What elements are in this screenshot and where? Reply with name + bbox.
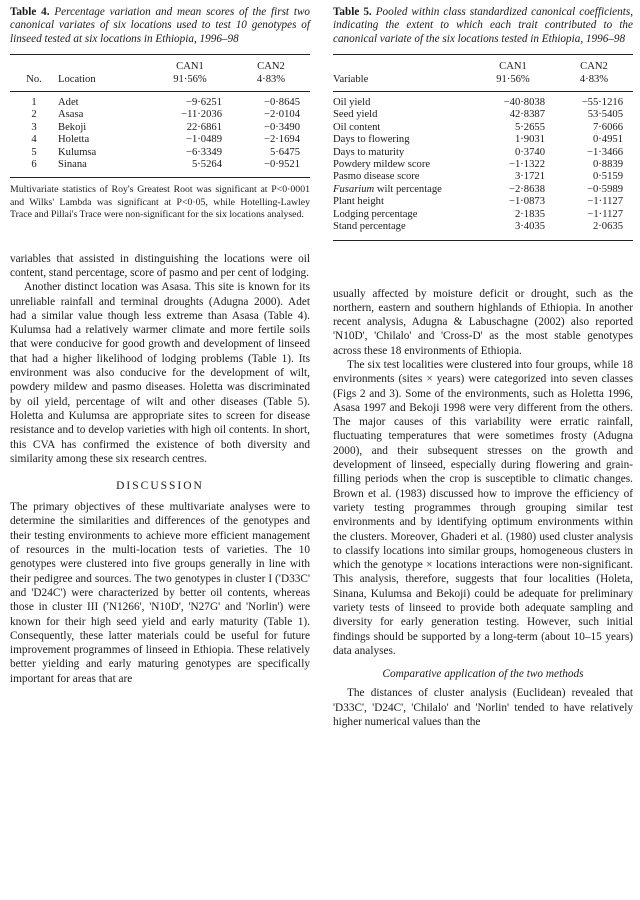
table4-row — [10, 97, 310, 109]
table4-cell-no: 4 — [31, 134, 37, 146]
table5-header-variable: Variable — [333, 73, 369, 85]
table5-cell-can1: 2·1835 — [514, 208, 545, 220]
table5-row — [333, 221, 633, 233]
table4-label: Table 4. — [10, 6, 50, 18]
table5-row — [333, 196, 633, 208]
table4-cell-can1: −1·0489 — [186, 134, 222, 146]
left-paragraph-2: Another distinct location was Asasa. This site is known for its unreliable rainfall and terminal droughts (Adugna 2000). Adet had a similar value though less extreme than Asasa (Table 4). Kulumsa had a relatively warmer climate and more fertile soils that were conducive for good growth and development of linseed that had a higher likelihood of lodging problems (Table 1). Its environment was also conducive for the development of wilt, powdery mildew and pasmo diseases. Holetta was discriminated by oil yield, percentage of wilt and other diseases (Table 5). Holetta and Kulumsa are appropriate sites to screen for disease resistance and to develop varieties with high oil contents. In short, this CVA has confirmed the existence of both diversity and similarity among these six research centres. — [10, 281, 310, 465]
table5-row — [333, 184, 633, 196]
table5-cell-can1: 0·3740 — [514, 146, 545, 158]
table4-cell-can2: 5·6475 — [269, 146, 300, 158]
table5-grid — [333, 61, 633, 86]
table5-cell-can2: 0·8839 — [592, 159, 623, 171]
table4-cell-location: Adet — [58, 97, 79, 109]
table4-cell-no: 5 — [31, 146, 37, 158]
table4-row — [10, 134, 310, 146]
table4-header-can1: CAN1 — [176, 61, 204, 73]
table5-label: Table 5. — [333, 6, 372, 18]
table4-header-location: Location — [58, 73, 96, 85]
table4-cell-can2: −0·8645 — [264, 97, 300, 109]
table5-header-can2: CAN2 — [580, 61, 608, 73]
table4-cell-location: Bekoji — [58, 121, 87, 133]
table5-header-rule — [333, 91, 633, 92]
table5-cell-can1: 3·1721 — [514, 171, 545, 183]
table4-caption — [10, 6, 310, 46]
table4-row — [10, 159, 310, 171]
table4-cell-no: 6 — [31, 159, 37, 171]
table5-cell-variable: Plant height — [333, 196, 384, 208]
table4-header-can2: CAN2 — [257, 61, 285, 73]
table5-cell-can2: 2·0635 — [592, 221, 623, 233]
table4-cell-can1: 5·5264 — [191, 159, 222, 171]
table5-cell-can2: −1·1127 — [587, 196, 623, 208]
table5-row — [333, 109, 633, 121]
table5-cell-can2: −0·5989 — [587, 183, 623, 195]
table4-cell-can2: −0·3490 — [264, 121, 300, 133]
table5 — [333, 6, 633, 241]
table4-cell-location: Kulumsa — [58, 146, 97, 158]
table5-row — [333, 97, 633, 109]
right-paragraph-2: The six test localities were clustered into four groups, while 18 environments (sites × years) were categorized into seven classes (Figs 2 and 3). Some of the environments, such as Holetta 1996, Asasa 1997 and Bekoji 1998 were very different from the others. The major causes of this variability were erratic rainfall, fluctuating temperatures that were sometimes frosty (Adugna 2000), and their subsequent stresses on the growth and development of linseed, especially during flowering and grain-filling periods when the crop is susceptible to climatic changes. Brown et al. (1983) discussed how to improve the efficiency of variety testing programmes through grouping similar test environments and by identifying optimum environments within the clusters. Moreover, Ghaderi et al. (1980) used cluster analysis to classify locations into similar groups, homogeneous clusters in which the genotype × locations interactions were non-significant. This analysis, therefore, suggests that four localities (Holeta, Sinana, Kulumsa and Bekoji) could be adequate for preliminary variety tests of linseed to provide both adequate sampling and diversity for early generation testing. However, such initial findings should be supported by a long-term (about 10–15 years) data analyses. — [333, 358, 633, 657]
table5-cell-can2: 53·5405 — [587, 109, 623, 121]
table5-cell-variable: Powdery mildew score — [333, 159, 431, 171]
comparative-subheading: Comparative application of the two methods — [382, 668, 584, 681]
table5-bottom-rule — [333, 240, 633, 241]
table5-cell-can1: −1·1322 — [509, 159, 545, 171]
table4-cell-location: Asasa — [58, 109, 84, 121]
table5-caption-text: Pooled within class standardized canonical coefficients, indicating the extent to which each trait contributed to the canonical variate of the six locations tested in Ethiopia, 1996–98 — [333, 6, 633, 45]
table5-cell-can2: 7·6066 — [592, 121, 623, 133]
table5-row — [333, 122, 633, 134]
table5-header-can1-pct: 91·56% — [496, 73, 530, 85]
table5-cell-can1: 3·4035 — [514, 221, 545, 233]
table5-cell-can2: 0·5159 — [592, 171, 623, 183]
table4-header-no: No. — [26, 73, 42, 85]
table5-cell-variable: Oil content — [333, 121, 381, 133]
table5-cell-variable: Days to flowering — [333, 134, 410, 146]
table5-cell-variable: Seed yield — [333, 109, 378, 121]
table4-cell-can1: −11·2036 — [181, 109, 222, 121]
table5-cell-variable: Oil yield — [333, 97, 371, 109]
table5-cell-can1: 5·2655 — [514, 121, 545, 133]
table5-row — [333, 147, 633, 159]
table5-cell-variable: Pasmo disease score — [333, 171, 420, 183]
left-paragraph-1: variables that assisted in distinguishing the locations were oil content, stand percentage, score of pasmo and per cent of lodging. — [10, 252, 310, 279]
table4-cell-can2: −2·1694 — [264, 134, 300, 146]
table4-header-can2-pct: 4·83% — [256, 73, 286, 85]
table5-caption — [333, 6, 633, 46]
table4-header-can1-pct: 91·56% — [173, 73, 207, 85]
right-column — [333, 0, 633, 729]
table4-cell-no: 2 — [31, 109, 37, 121]
table5-cell-can1: −2·8638 — [509, 183, 545, 195]
left-column — [10, 0, 310, 686]
table5-header-can1: CAN1 — [499, 61, 527, 73]
table5-cell-can1: −1·0873 — [509, 196, 545, 208]
table5-top-rule — [333, 54, 633, 55]
table5-row — [333, 134, 633, 146]
table5-cell-can2: 0·4951 — [592, 134, 623, 146]
discussion-heading: DISCUSSION — [116, 480, 204, 493]
table5-body — [333, 97, 633, 233]
table5-cell-variable: Stand percentage — [333, 221, 406, 233]
table4-row — [10, 109, 310, 121]
table5-cell-can1: 1·9031 — [514, 134, 545, 146]
right-paragraph-1: usually affected by moisture deficit or drought, such as the northern, eastern and southern highlands of Ethiopia. In another recent analysis, Adugna & Labuschagne (2002) also reported 'N10D', 'Chilalo' and 'Cross-D' as the most stable genotypes across these 18 environments of Ethiopia. — [333, 287, 633, 357]
table4-cell-location: Sinana — [58, 159, 87, 171]
table4-note: Multivariate statistics of Roy's Greatest Root was significant at P<0·0001 and Wilks' Lambda was significant at P<0·05, while Hotelling-Lawley Trace and Pillai's Trace were non-significant for the six locations analysed. — [10, 184, 310, 221]
table4-cell-can1: −6·3349 — [186, 146, 222, 158]
table4 — [10, 6, 310, 222]
table5-cell-variable: Days to maturity — [333, 146, 405, 158]
table4-body — [10, 97, 310, 171]
table4-caption-text: Percentage variation and mean scores of the first two canonical variates of six locations used to test 10 genotypes of linseed tested at six locations in Ethiopia, 1996–98 — [10, 6, 311, 45]
table4-top-rule — [10, 54, 310, 55]
table4-cell-no: 1 — [31, 97, 37, 109]
table5-cell-can2: −55·1216 — [581, 97, 623, 109]
left-body — [10, 252, 310, 686]
table5-cell-can2: −1·3466 — [587, 146, 623, 158]
table4-bottom-rule — [10, 177, 310, 178]
right-paragraph-3: The distances of cluster analysis (Euclidean) revealed that 'D33C', 'D24C', 'Chilalo' and 'Norlin' tended to have relatively higher numerical values than the — [333, 687, 633, 728]
table5-row — [333, 209, 633, 221]
table5-cell-variable: Lodging percentage — [333, 208, 418, 220]
table5-header-can2-pct: 4·83% — [579, 73, 609, 85]
table4-cell-can2: −2·0104 — [264, 109, 300, 121]
table4-grid — [10, 61, 310, 86]
table5-cell-variable: Fusarium wilt percentage — [333, 183, 442, 195]
table5-row — [333, 159, 633, 171]
table4-header-rule — [10, 91, 310, 92]
table5-row — [333, 171, 633, 183]
table4-cell-can2: −0·9521 — [264, 159, 300, 171]
table4-cell-no: 3 — [31, 121, 37, 133]
left-paragraph-3: The primary objectives of these multivariate analyses were to determine the similarities and differences of the genotypes and their testing environments to achieve more efficient management of resources in the multi-location tests of varieties. The 10 genotypes were clustered into five groups generally in line with their pedigree and sources. The two genotypes in cluster I ('D33C' and 'D24C') were characterized by better oil contents, whereas those in cluster III ('N1266', 'N10D', 'N27G' and 'Norlin') were known for their high seed yield and early maturity (Table 1). Consequently, these latter materials could be useful for future improvement programmes of linseed in Ethiopia. These relatively better yielding and early maturing genotypes are specifically important for areas that are — [10, 501, 310, 685]
table4-cell-can1: −9·6251 — [186, 97, 222, 109]
table4-cell-can1: 22·6861 — [186, 121, 222, 133]
table5-cell-can2: −1·1127 — [587, 208, 623, 220]
table4-cell-location: Holetta — [58, 134, 90, 146]
table4-row — [10, 147, 310, 159]
table5-cell-can1: 42·8387 — [509, 109, 545, 121]
right-body — [333, 287, 633, 730]
table4-row — [10, 122, 310, 134]
table5-cell-can1: −40·8038 — [503, 97, 545, 109]
